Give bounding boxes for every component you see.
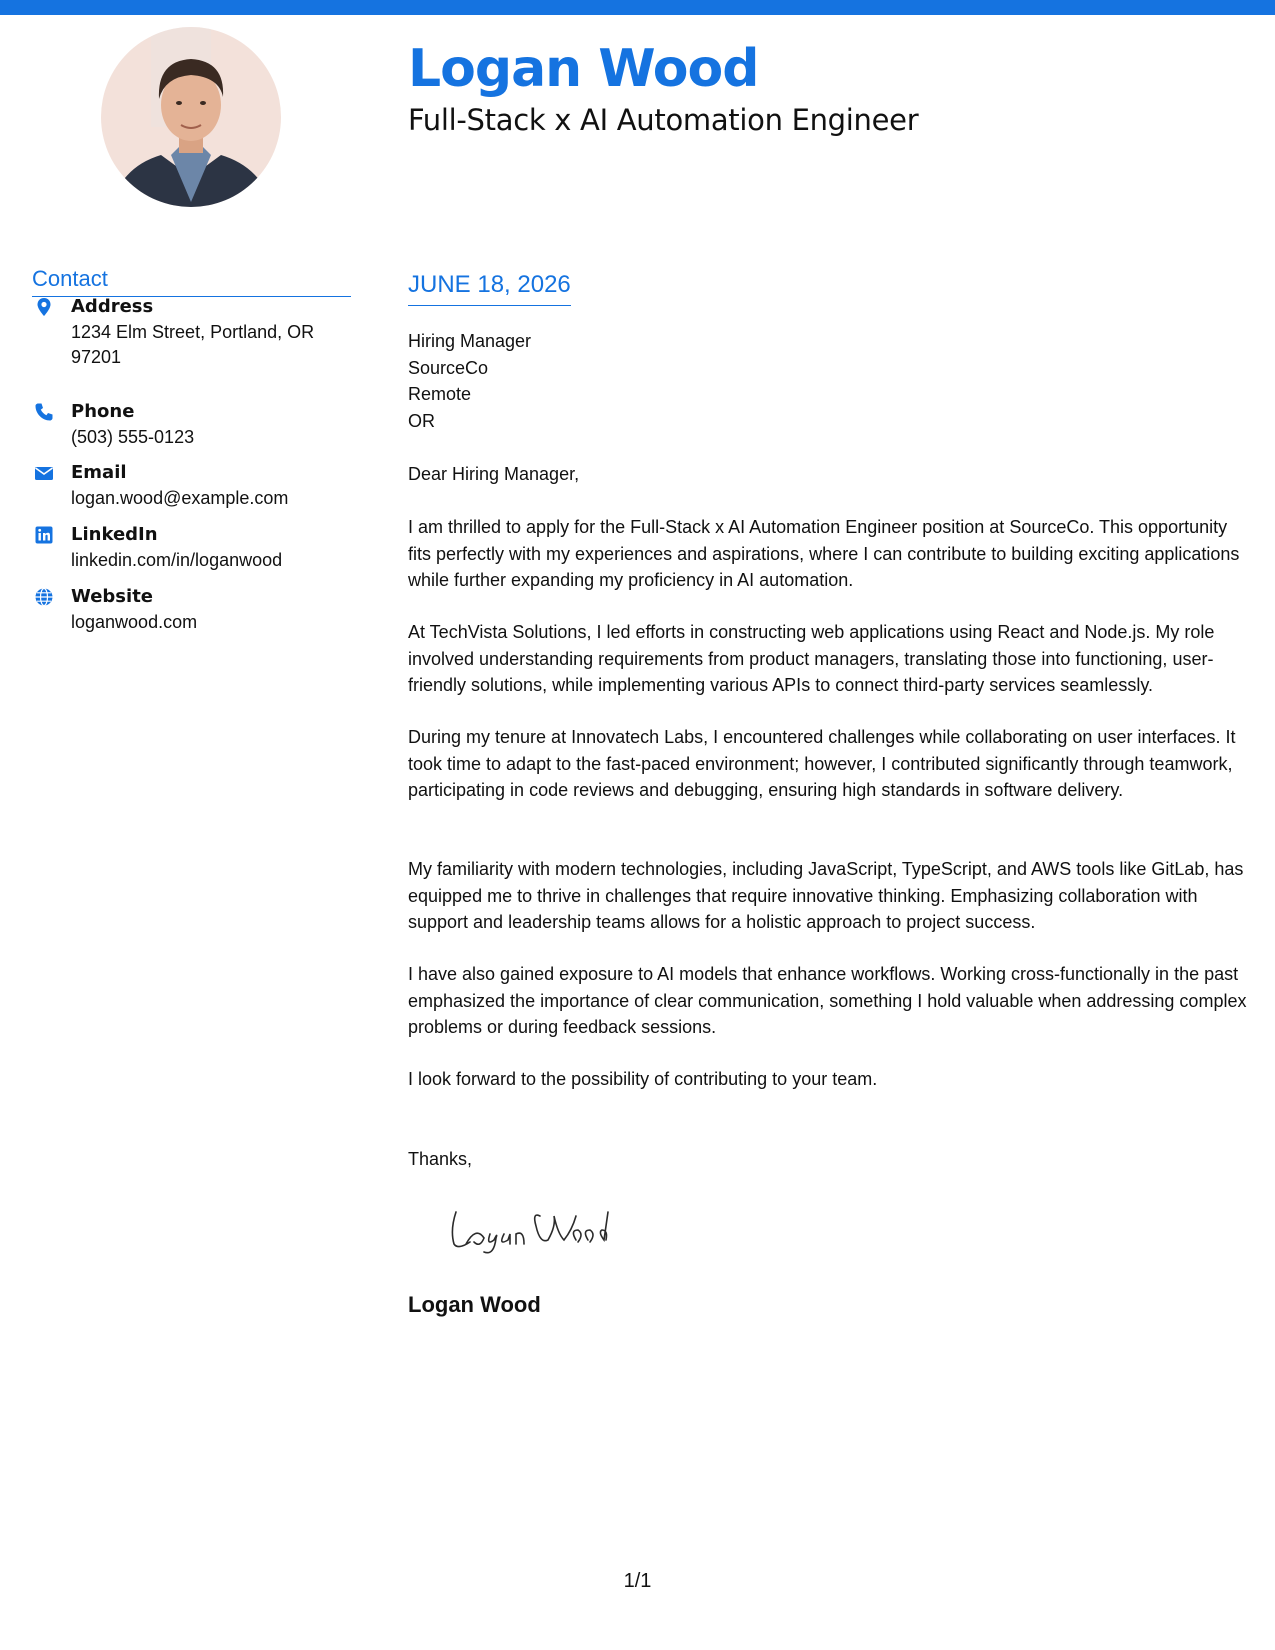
signer-name: Logan Wood	[408, 1292, 541, 1317]
recipient-state: OR	[408, 410, 435, 431]
signature-image	[444, 1200, 634, 1255]
address-label: Address	[71, 296, 154, 317]
candidate-name: Logan Wood	[408, 39, 759, 99]
address-value: 1234 Elm Street, Portland, OR 97201	[71, 322, 315, 367]
recipient-company: SourceCo	[408, 357, 489, 378]
body-paragraph: During my tenure at Innovatech Labs, I encountered challenges while collaborating on user interfaces. It took time to adapt to the fast-paced environment; however, I contributed significantly through teamwork, participating in code reviews and debugging, ensuring high standards in software delivery.	[408, 727, 1236, 800]
contact-heading: Contact	[32, 266, 351, 297]
body-paragraph: At TechVista Solutions, I led efforts in constructing web applications using React and Node.js. My role involved understanding requirements from product managers, translating those into functioning, user-friendly solutions, while implementing various APIs to connect third-party services seamlessly.	[408, 622, 1215, 695]
website-label: Website	[71, 586, 154, 607]
top-accent-bar	[0, 0, 1275, 15]
globe-icon	[34, 587, 54, 607]
phone-value: (503) 555-0123	[71, 427, 195, 447]
linkedin-value: linkedin.com/in/loganwood	[71, 550, 283, 570]
email-value: logan.wood@example.com	[71, 488, 289, 508]
job-title: Full-Stack x AI Automation Engineer	[408, 103, 919, 137]
email-label: Email	[71, 462, 127, 483]
body-paragraph: I look forward to the possibility of contributing to your team.	[408, 1069, 878, 1089]
recipient-location: Remote	[408, 384, 472, 404]
body-paragraph: I have also gained exposure to AI models that enhance workflows. Working cross-functionally in the past emphasized the importance of clear communication, something I hold valuable when addressing complex problems or during feedback sessions.	[408, 964, 1247, 1037]
website-value: loganwood.com	[71, 612, 198, 632]
body-paragraph: I am thrilled to apply for the Full-Stack x AI Automation Engineer position at SourceCo. This opportunity fits perfectly with my experiences and aspirations, where I can contribute to building exciting applications while further expanding my proficiency in AI automation.	[408, 517, 1240, 590]
linkedin-icon	[34, 525, 54, 545]
recipient-name: Hiring Manager	[408, 331, 532, 351]
profile-photo	[101, 27, 281, 207]
page-number: 1/1	[623, 1570, 652, 1592]
letter-date: JUNE 18, 2026	[408, 271, 571, 306]
email-icon	[34, 463, 54, 483]
salutation: Dear Hiring Manager,	[408, 464, 580, 484]
recipient-block	[408, 328, 531, 434]
closing: Thanks,	[408, 1149, 473, 1169]
phone-icon	[34, 402, 54, 422]
location-pin-icon	[34, 297, 54, 317]
body-paragraph: My familiarity with modern technologies, including JavaScript, TypeScript, and AWS tools like GitLab, has equipped me to thrive in challenges that require innovative thinking. Emphasizing collaboration with support and leadership teams allows for a holistic approach to project success.	[408, 859, 1244, 932]
linkedin-label: LinkedIn	[71, 524, 158, 545]
phone-label: Phone	[71, 401, 135, 422]
